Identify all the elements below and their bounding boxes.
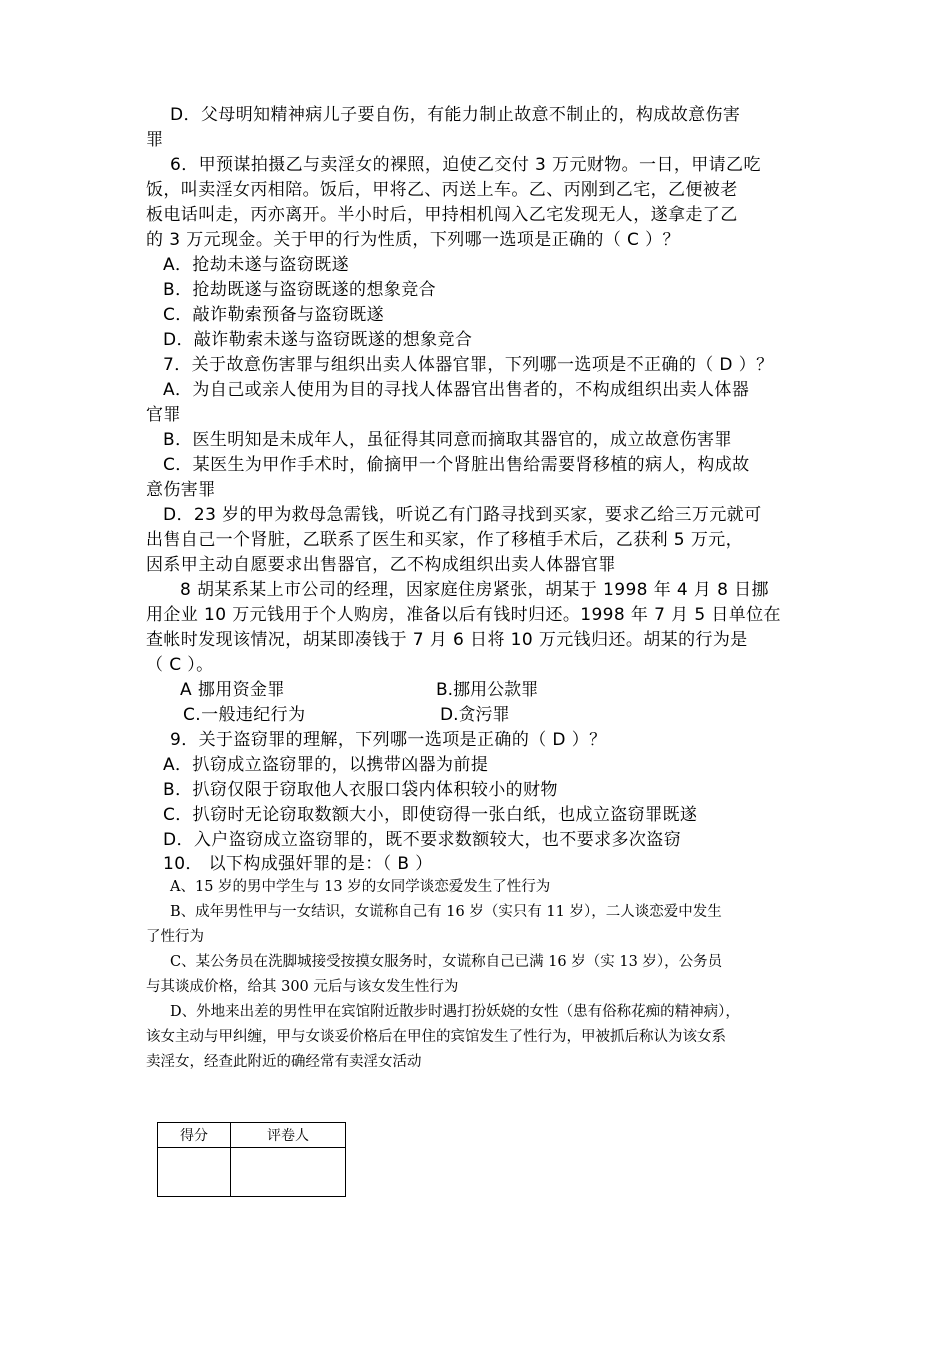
q6-option-c: C．敲诈勒索预备与盗窃既遂 [163,305,385,325]
q10-option-c-line-1: C、某公务员在洗脚城接受按摸女服务时，女谎称自己已满 16 岁（实 13 岁），公务员 [170,954,723,970]
q6-stem-line-4: 的 3 万元现金。关于甲的行为性质，下列哪一选项是正确的（ C ）？ [146,230,680,250]
q8-option-a: A 挪用资金罪 [180,680,285,700]
q9-option-c: C．扒窃时无论窃取数额大小，即使窃得一张白纸，也成立盗窃罪既遂 [163,805,698,825]
q5-option-d-line-1: D．父母明知精神病儿子要自伤，有能力制止故意不制止的，构成故意伤害 [170,105,741,125]
q6-option-a: A．抢劫未遂与盗窃既遂 [163,255,350,275]
q7-option-a-line-2: 官罪 [146,405,181,425]
q7-option-d-line-1: D．23 岁的甲为救母急需钱，听说乙有门路寻找到买家，要求乙给三万元就可 [163,505,762,525]
grader-cell[interactable] [231,1148,346,1197]
q8-option-b: B.挪用公款罪 [436,680,539,700]
q6-stem-line-1: 6．甲预谋拍摄乙与卖淫女的裸照，迫使乙交付 3 万元财物。一日，甲请乙吃 [170,155,761,175]
q10-option-b-line-2: 了性行为 [146,929,204,945]
q10-stem: 10． 以下构成强奸罪的是：（ B ） [163,854,433,874]
score-table [157,1122,346,1197]
q10-option-a: A、15 岁的男中学生与 13 岁的女同学谈恋爱发生了性行为 [170,879,551,895]
q9-option-a: A．扒窃成立盗窃罪的，以携带凶器为前提 [163,755,489,775]
q5-option-d-line-2: 罪 [146,130,164,150]
q9-option-b: B．扒窃仅限于窃取他人衣服口袋内体积较小的财物 [163,780,558,800]
q10-option-d-line-2: 该女主动与甲纠缠，甲与女谈妥价格后在甲住的宾馆发生了性行为，甲被抓后称认为该女系 [146,1029,726,1045]
score-header: 得分 [158,1123,231,1148]
q7-option-d-line-3: 因系甲主动自愿要求出售器官，乙不构成组织出卖人体器官罪 [146,555,616,575]
q9-stem: 9．关于盗窃罪的理解，下列哪一选项是正确的（ D ）？ [170,730,607,750]
q7-option-b: B．医生明知是未成年人，虽征得其同意而摘取其器官的，成立故意伤害罪 [163,430,732,450]
q7-option-c-line-1: C．某医生为甲作手术时，偷摘甲一个肾脏出售给需要肾移植的病人，构成故 [163,455,750,475]
q10-option-b-line-1: B、成年男性甲与一女结识，女谎称自己有 16 岁（实只有 11 岁），二人谈恋爱中发生 [170,904,722,920]
q8-stem-line-3: 查帐时发现该情况，胡某即凑钱于 7 月 6 日将 10 万元钱归还。胡某的行为是 [146,630,748,650]
q6-stem-line-2: 饭，叫卖淫女丙相陪。饭后，甲将乙、丙送上车。乙、丙刚到乙宅，乙便被老 [146,180,738,200]
q10-option-c-line-2: 与其谈成价格，给其 300 元后与该女发生性行为 [146,979,459,995]
q6-option-d: D．敲诈勒索未遂与盗窃既遂的想象竞合 [163,330,473,350]
q7-stem: 7．关于故意伤害罪与组织出卖人体器官罪，下列哪一选项是不正确的（ D ）？ [163,355,774,375]
q10-option-d-line-1: D、外地来出差的男性甲在宾馆附近散步时遇打扮妖娆的女性（患有俗称花痴的精神病）， [170,1004,740,1020]
q6-stem-line-3: 板电话叫走，丙亦离开。半小时后，甲持相机闯入乙宅发现无人，遂拿走了乙 [146,205,738,225]
q7-option-d-line-2: 出售自己一个肾脏，乙联系了医生和买家，作了移植手术后，乙获利 5 万元， [146,530,744,550]
q8-stem-line-2: 用企业 10 万元钱用于个人购房，准备以后有钱时归还。1998 年 7 月 5 日单位在 [146,605,781,625]
q9-option-d: D．入户盗窃成立盗窃罪的，既不要求数额较大，也不要求多次盗窃 [163,830,682,850]
q8-stem-line-1: 8 胡某系某上市公司的经理，因家庭住房紧张，胡某于 1998 年 4 月 8 日挪 [180,580,769,600]
q7-option-c-line-2: 意伤害罪 [146,480,216,500]
grader-header: 评卷人 [231,1123,346,1148]
score-cell[interactable] [158,1148,231,1197]
q8-stem-line-4: （ C ）。 [146,655,214,675]
q7-option-a-line-1: A．为自己或亲人使用为目的寻找人体器官出售者的，不构成组织出卖人体器 [163,380,750,400]
q6-option-b: B．抢劫既遂与盗窃既遂的想象竞合 [163,280,437,300]
q8-option-d: D.贪污罪 [440,705,510,725]
q10-option-d-line-3: 卖淫女，经查此附近的确经常有卖淫女活动 [146,1054,422,1070]
q8-option-c: C.一般违纪行为 [183,705,306,725]
